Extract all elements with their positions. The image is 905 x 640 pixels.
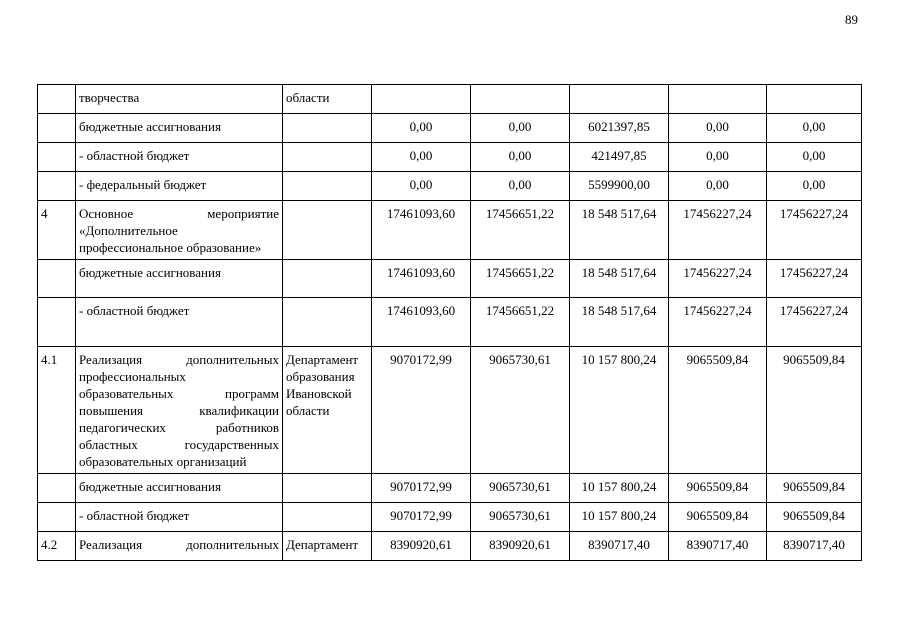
value-cell: 17456227,24 [669, 201, 767, 260]
value-cell: 8390717,40 [767, 532, 862, 561]
row-index-cell [38, 85, 76, 114]
executor-cell: области [283, 85, 372, 114]
executor-cell: Департамент образования Ивановской области [283, 347, 372, 474]
activity-name-cell: бюджетные ассигнования [76, 474, 283, 503]
activity-name-cell: Реализация дополнительных профессиональных образовательных программ повышения квалификации педагогических работников областных государственных образовательных организаций [76, 347, 283, 474]
value-cell: 9070172,99 [372, 503, 471, 532]
row-index-cell: 4.1 [38, 347, 76, 474]
value-cell: 8390717,40 [570, 532, 669, 561]
row-index-cell [38, 260, 76, 298]
value-cell: 10 157 800,24 [570, 503, 669, 532]
activity-name-cell: Основное мероприятие «Дополнительное профессиональное образование» [76, 201, 283, 260]
activity-name-cell: - областной бюджет [76, 143, 283, 172]
value-cell: 0,00 [471, 172, 570, 201]
value-cell [669, 85, 767, 114]
activity-name-cell: творчества [76, 85, 283, 114]
value-cell: 0,00 [767, 114, 862, 143]
executor-cell [283, 114, 372, 143]
value-cell [471, 85, 570, 114]
value-cell: 9065509,84 [669, 474, 767, 503]
value-cell: 9065509,84 [669, 347, 767, 474]
value-cell: 17456227,24 [767, 201, 862, 260]
value-cell: 8390920,61 [471, 532, 570, 561]
value-cell: 6021397,85 [570, 114, 669, 143]
value-cell: 9070172,99 [372, 347, 471, 474]
row-index-cell [38, 474, 76, 503]
value-cell: 17456227,24 [669, 298, 767, 347]
value-cell: 0,00 [372, 172, 471, 201]
value-cell: 17461093,60 [372, 260, 471, 298]
row-index-cell: 4 [38, 201, 76, 260]
activity-name-cell: - областной бюджет [76, 298, 283, 347]
table-row [38, 143, 862, 172]
value-cell: 9070172,99 [372, 474, 471, 503]
value-cell [767, 85, 862, 114]
executor-cell [283, 172, 372, 201]
table-row [38, 532, 862, 561]
table-row [38, 201, 862, 260]
executor-cell [283, 201, 372, 260]
value-cell: 0,00 [669, 143, 767, 172]
value-cell: 17461093,60 [372, 298, 471, 347]
value-cell: 0,00 [372, 143, 471, 172]
table-row [38, 298, 862, 347]
value-cell: 10 157 800,24 [570, 474, 669, 503]
value-cell: 17456227,24 [669, 260, 767, 298]
value-cell: 0,00 [372, 114, 471, 143]
value-cell: 17456651,22 [471, 201, 570, 260]
table-row [38, 503, 862, 532]
executor-cell: Департамент [283, 532, 372, 561]
value-cell: 17461093,60 [372, 201, 471, 260]
table-row [38, 172, 862, 201]
table-row [38, 347, 862, 474]
row-index-cell [38, 172, 76, 201]
activity-name-cell: бюджетные ассигнования [76, 114, 283, 143]
budget-table [37, 84, 862, 561]
value-cell: 9065730,61 [471, 503, 570, 532]
row-index-cell: 4.2 [38, 532, 76, 561]
table-row [38, 114, 862, 143]
value-cell: 9065509,84 [767, 347, 862, 474]
value-cell: 421497,85 [570, 143, 669, 172]
activity-name-cell: - федеральный бюджет [76, 172, 283, 201]
row-index-cell [38, 143, 76, 172]
value-cell: 0,00 [669, 114, 767, 143]
value-cell: 17456651,22 [471, 298, 570, 347]
value-cell [570, 85, 669, 114]
table-row [38, 260, 862, 298]
value-cell: 8390717,40 [669, 532, 767, 561]
activity-name-cell: Реализация дополнительных [76, 532, 283, 561]
value-cell: 18 548 517,64 [570, 201, 669, 260]
executor-cell [283, 298, 372, 347]
value-cell: 5599900,00 [570, 172, 669, 201]
value-cell: 0,00 [767, 143, 862, 172]
row-index-cell [38, 114, 76, 143]
value-cell: 17456651,22 [471, 260, 570, 298]
value-cell: 9065509,84 [767, 474, 862, 503]
value-cell: 18 548 517,64 [570, 260, 669, 298]
row-index-cell [38, 503, 76, 532]
executor-cell [283, 503, 372, 532]
value-cell: 0,00 [471, 114, 570, 143]
executor-cell [283, 474, 372, 503]
executor-cell [283, 260, 372, 298]
value-cell: 10 157 800,24 [570, 347, 669, 474]
value-cell: 0,00 [471, 143, 570, 172]
page-number: 89 [845, 12, 858, 27]
row-index-cell [38, 298, 76, 347]
value-cell: 9065730,61 [471, 347, 570, 474]
value-cell: 0,00 [767, 172, 862, 201]
table-row [38, 474, 862, 503]
value-cell: 8390920,61 [372, 532, 471, 561]
value-cell: 17456227,24 [767, 298, 862, 347]
executor-cell [283, 143, 372, 172]
value-cell [372, 85, 471, 114]
activity-name-cell: - областной бюджет [76, 503, 283, 532]
value-cell: 9065730,61 [471, 474, 570, 503]
value-cell: 9065509,84 [669, 503, 767, 532]
table-row [38, 85, 862, 114]
value-cell: 9065509,84 [767, 503, 862, 532]
value-cell: 18 548 517,64 [570, 298, 669, 347]
value-cell: 17456227,24 [767, 260, 862, 298]
activity-name-cell: бюджетные ассигнования [76, 260, 283, 298]
value-cell: 0,00 [669, 172, 767, 201]
